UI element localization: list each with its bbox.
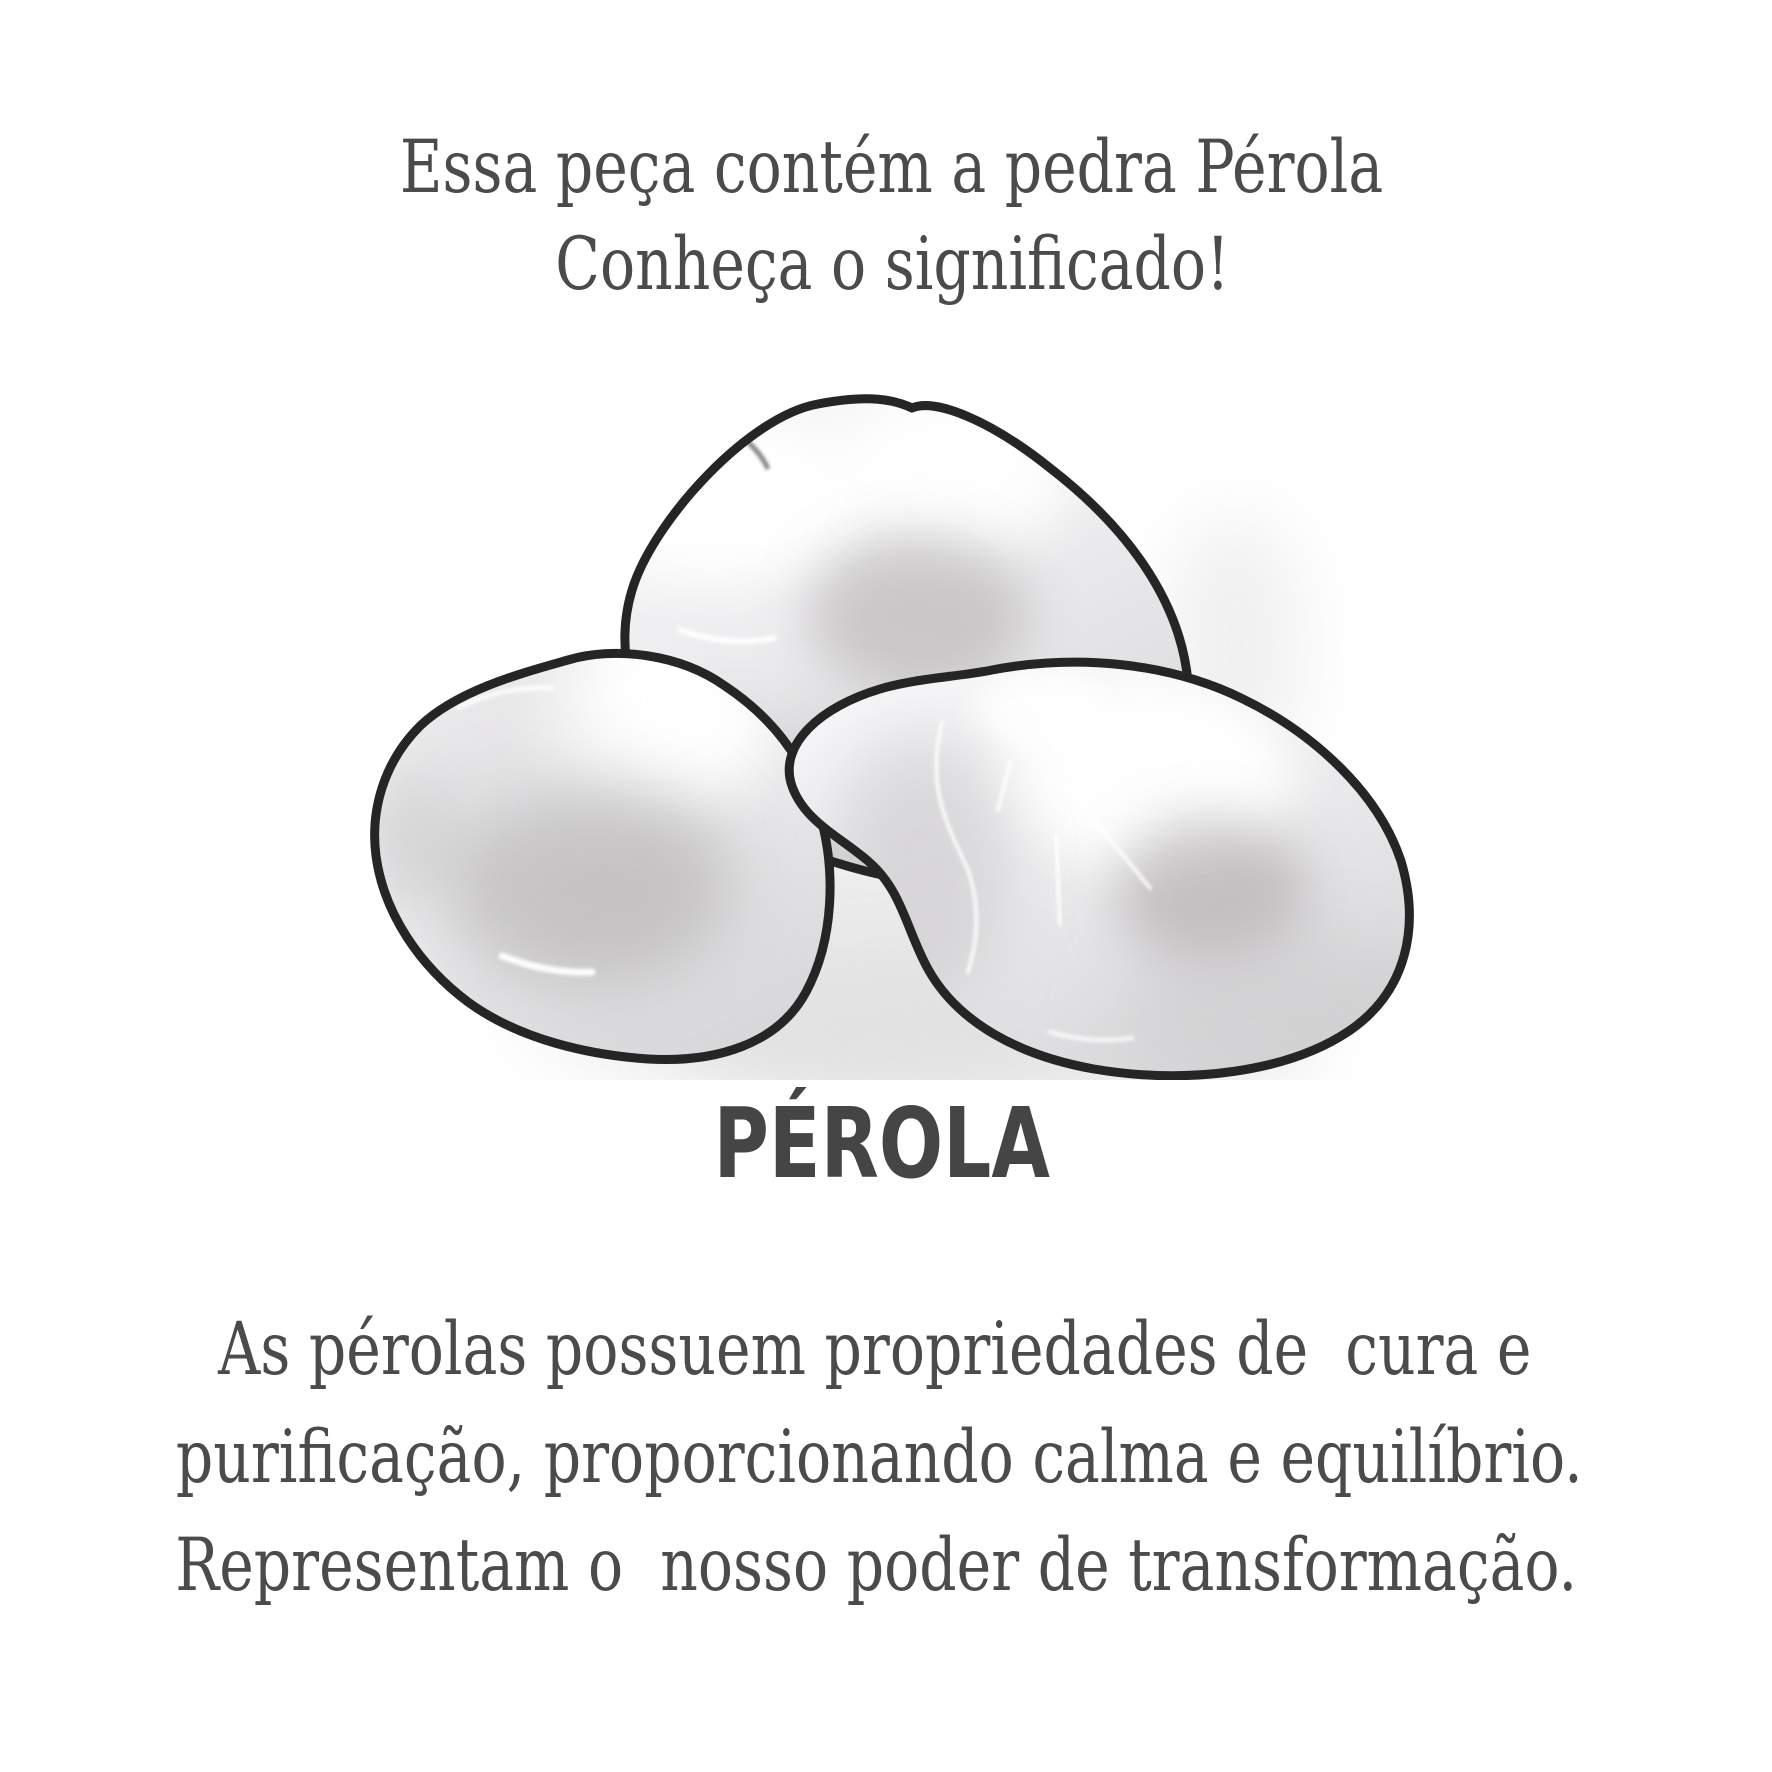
description-line-2-text: purificação, proporcionando calma e equilíbrio.: [175, 1415, 1583, 1500]
intro-line-1-text: Essa peça contém a pedra Pérola: [400, 125, 1384, 210]
intro-line-2-text: Conheça o significado!: [554, 222, 1230, 307]
stone-title-text: PÉROLA: [713, 1087, 1051, 1200]
description-line-3-text: Representam o nosso poder de transformação.: [175, 1523, 1578, 1608]
description-line-1: [0, 1307, 1750, 1392]
description-line-2: [0, 1415, 1750, 1500]
pearls-illustration: [350, 390, 1430, 1080]
intro-line-2: [12, 222, 1772, 307]
description-line-1-text: As pérolas possuem propriedades de cura e: [218, 1307, 1532, 1392]
stone-title: [0, 1087, 1764, 1200]
intro-line-1: [12, 125, 1772, 210]
description-line-3: [0, 1523, 1750, 1608]
